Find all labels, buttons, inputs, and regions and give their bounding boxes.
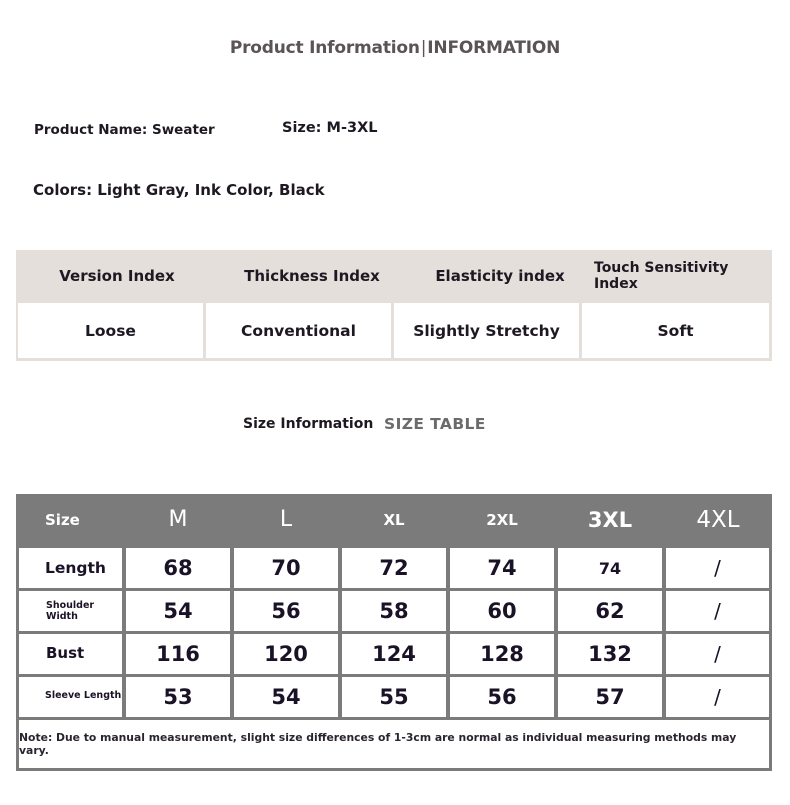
index-table-values bbox=[16, 303, 772, 358]
cell-shoulder-xl: 58 bbox=[342, 591, 446, 631]
cell-bust-xl: 124 bbox=[342, 634, 446, 674]
page-title bbox=[0, 38, 790, 58]
cell-shoulder-l: 56 bbox=[234, 591, 338, 631]
row-label-shoulder-width-text: Shoulder Width bbox=[46, 600, 95, 622]
row-label-shoulder-width bbox=[19, 591, 122, 631]
cell-sleeve-3xl: 57 bbox=[558, 677, 662, 717]
cell-length-m: 68 bbox=[126, 548, 230, 588]
cell-sleeve-l: 54 bbox=[234, 677, 338, 717]
cell-length-3xl: 74 bbox=[558, 548, 662, 588]
row-label-sleeve-length: Sleeve Length bbox=[19, 677, 122, 717]
index-header-touch: Touch Sensitivity Index bbox=[594, 259, 729, 292]
index-table bbox=[16, 250, 772, 361]
row-label-bust: Bust bbox=[19, 634, 122, 674]
index-header-version: Version Index bbox=[59, 266, 175, 285]
cell-shoulder-2xl: 60 bbox=[450, 591, 554, 631]
index-table-header bbox=[16, 250, 772, 301]
size-header-2xl: 2XL bbox=[486, 510, 518, 529]
cell-sleeve-xl: 55 bbox=[342, 677, 446, 717]
cell-length-xl: 72 bbox=[342, 548, 446, 588]
cell-bust-2xl: 128 bbox=[450, 634, 554, 674]
cell-shoulder-3xl: 62 bbox=[558, 591, 662, 631]
index-value-touch: Soft bbox=[582, 303, 769, 358]
size-table-label: SIZE TABLE bbox=[384, 415, 486, 433]
cell-sleeve-4xl: / bbox=[666, 677, 769, 717]
size-header-l: L bbox=[279, 507, 293, 532]
cell-bust-4xl: / bbox=[666, 634, 769, 674]
index-value-version: Loose bbox=[18, 303, 203, 358]
title-separator: | bbox=[420, 38, 427, 58]
measurement-note: Note: Due to manual measurement, slight size differences of 1-3cm are normal as individual measuring methods may vary. bbox=[19, 720, 769, 768]
product-size-range: Size: M-3XL bbox=[282, 120, 378, 136]
size-header-label: Size bbox=[45, 510, 80, 529]
cell-length-4xl: / bbox=[666, 548, 769, 588]
cell-shoulder-4xl: / bbox=[666, 591, 769, 631]
cell-sleeve-2xl: 56 bbox=[450, 677, 554, 717]
size-header-xl: XL bbox=[383, 510, 405, 529]
product-colors: Colors: Light Gray, Ink Color, Black bbox=[33, 181, 325, 199]
index-value-thickness: Conventional bbox=[206, 303, 391, 358]
size-header-m: M bbox=[168, 507, 188, 532]
title-left: Product Information bbox=[229, 38, 420, 58]
index-header-thickness: Thickness Index bbox=[244, 266, 380, 285]
index-value-elasticity: Slightly Stretchy bbox=[394, 303, 579, 358]
cell-bust-m: 116 bbox=[126, 634, 230, 674]
size-header-3xl: 3XL bbox=[587, 507, 633, 532]
title-right: INFORMATION bbox=[427, 38, 561, 58]
cell-bust-l: 120 bbox=[234, 634, 338, 674]
row-label-length: Length bbox=[19, 548, 122, 588]
size-information-label: Size Information bbox=[243, 416, 374, 432]
size-header-4xl: 4XL bbox=[696, 506, 740, 533]
index-header-elasticity: Elasticity index bbox=[435, 266, 565, 285]
product-name: Product Name: Sweater bbox=[34, 122, 215, 138]
size-table bbox=[16, 494, 772, 771]
cell-length-2xl: 74 bbox=[450, 548, 554, 588]
cell-shoulder-m: 54 bbox=[126, 591, 230, 631]
cell-bust-3xl: 132 bbox=[558, 634, 662, 674]
cell-sleeve-m: 53 bbox=[126, 677, 230, 717]
cell-length-l: 70 bbox=[234, 548, 338, 588]
